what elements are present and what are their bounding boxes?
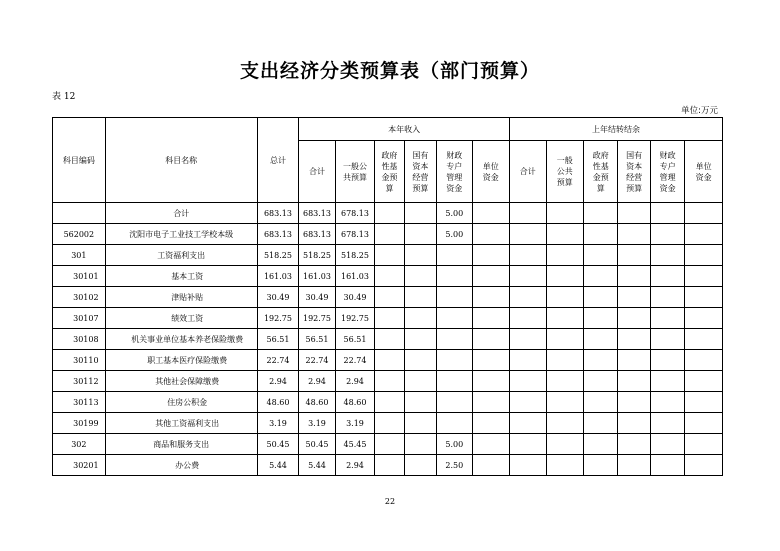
cell-carryover: [618, 266, 650, 287]
cell-carryover: [510, 224, 546, 245]
cell-current-fund: [375, 329, 404, 350]
cell-name: 机关事业单位基本养老保险缴费: [105, 329, 257, 350]
cell-current-total: 30.49: [299, 287, 335, 308]
cell-carryover: [546, 287, 584, 308]
table-row: [53, 308, 723, 329]
cell-current-fund: [375, 434, 404, 455]
cell-carryover: [618, 224, 650, 245]
cell-carryover: [510, 350, 546, 371]
cell-total: 3.19: [257, 413, 299, 434]
cell-current-state-capital: [404, 413, 436, 434]
cell-total: 22.74: [257, 350, 299, 371]
cell-carryover: [584, 308, 618, 329]
cell-code: 301: [53, 245, 106, 266]
cell-current-fund: [375, 266, 404, 287]
cell-current-state-capital: [404, 455, 436, 476]
cell-carryover: [510, 371, 546, 392]
cell-current-unit: [472, 266, 510, 287]
table-row: [53, 434, 723, 455]
cell-current-general: 45.45: [335, 434, 375, 455]
cell-current-general: 678.13: [335, 203, 375, 224]
cell-carryover: [510, 455, 546, 476]
cell-carryover: [685, 329, 723, 350]
cell-current-special: [437, 266, 472, 287]
cell-total: 2.94: [257, 371, 299, 392]
cell-code: 30108: [53, 329, 106, 350]
cell-current-special: 5.00: [437, 203, 472, 224]
cell-carryover: [510, 413, 546, 434]
cell-carryover: [618, 245, 650, 266]
cell-carryover: [546, 224, 584, 245]
cell-current-unit: [472, 245, 510, 266]
header-carry-general: 一般公共预算: [546, 141, 584, 203]
cell-carryover: [584, 266, 618, 287]
cell-total: 56.51: [257, 329, 299, 350]
cell-carryover: [546, 329, 584, 350]
cell-current-fund: [375, 224, 404, 245]
cell-current-fund: [375, 392, 404, 413]
table-row: [53, 392, 723, 413]
header-current-fund: 政府性基金预算: [375, 141, 404, 203]
cell-current-special: [437, 245, 472, 266]
cell-carryover: [685, 266, 723, 287]
header-carry-unit: 单位资金: [685, 141, 723, 203]
table-row: [53, 224, 723, 245]
cell-carryover: [584, 371, 618, 392]
cell-name: 绩效工资: [105, 308, 257, 329]
cell-carryover: [650, 224, 684, 245]
cell-carryover: [546, 308, 584, 329]
cell-code: 30101: [53, 266, 106, 287]
cell-current-unit: [472, 392, 510, 413]
header-total: 总计: [257, 118, 299, 203]
cell-carryover: [510, 203, 546, 224]
cell-name: 津贴补贴: [105, 287, 257, 308]
cell-current-general: 678.13: [335, 224, 375, 245]
header-code: 科目编码: [53, 118, 106, 203]
cell-carryover: [618, 434, 650, 455]
header-carryover: 上年结转结余: [510, 118, 723, 141]
cell-code: 30102: [53, 287, 106, 308]
cell-name: 工资福利支出: [105, 245, 257, 266]
cell-current-special: [437, 308, 472, 329]
cell-current-general: 518.25: [335, 245, 375, 266]
cell-code: 30107: [53, 308, 106, 329]
cell-carryover: [584, 413, 618, 434]
cell-current-total: 683.13: [299, 224, 335, 245]
unit-label: 单位:万元: [681, 106, 718, 116]
cell-current-general: 3.19: [335, 413, 375, 434]
cell-carryover: [546, 266, 584, 287]
cell-current-state-capital: [404, 350, 436, 371]
cell-carryover: [510, 245, 546, 266]
header-current-special: 财政专户管理资金: [437, 141, 472, 203]
table-row: [53, 371, 723, 392]
cell-total: 5.44: [257, 455, 299, 476]
cell-current-state-capital: [404, 308, 436, 329]
cell-carryover: [546, 434, 584, 455]
cell-total: 683.13: [257, 203, 299, 224]
cell-current-state-capital: [404, 245, 436, 266]
cell-carryover: [584, 392, 618, 413]
cell-carryover: [650, 455, 684, 476]
cell-current-unit: [472, 308, 510, 329]
cell-carryover: [584, 287, 618, 308]
cell-name: 其他工资福利支出: [105, 413, 257, 434]
cell-current-unit: [472, 350, 510, 371]
cell-current-unit: [472, 371, 510, 392]
table-row: [53, 287, 723, 308]
cell-current-unit: [472, 203, 510, 224]
cell-current-unit: [472, 287, 510, 308]
header-carry-total: 合计: [510, 141, 546, 203]
header-current-income: 本年收入: [299, 118, 510, 141]
cell-carryover: [650, 266, 684, 287]
cell-current-total: 48.60: [299, 392, 335, 413]
cell-carryover: [685, 203, 723, 224]
cell-name: 其他社会保障缴费: [105, 371, 257, 392]
cell-current-unit: [472, 434, 510, 455]
cell-carryover: [618, 413, 650, 434]
table-row: [53, 455, 723, 476]
header-name: 科目名称: [105, 118, 257, 203]
header-carry-state-capital: 国有资本经营预算: [618, 141, 650, 203]
cell-code: 302: [53, 434, 106, 455]
cell-current-total: 161.03: [299, 266, 335, 287]
cell-carryover: [584, 329, 618, 350]
cell-code: 30199: [53, 413, 106, 434]
cell-current-total: 192.75: [299, 308, 335, 329]
cell-current-special: [437, 329, 472, 350]
cell-carryover: [510, 329, 546, 350]
cell-carryover: [584, 203, 618, 224]
cell-carryover: [584, 245, 618, 266]
cell-carryover: [685, 287, 723, 308]
cell-carryover: [546, 371, 584, 392]
budget-table: [52, 117, 723, 476]
cell-carryover: [685, 245, 723, 266]
cell-current-unit: [472, 224, 510, 245]
cell-carryover: [685, 455, 723, 476]
header-carry-special: 财政专户管理资金: [650, 141, 684, 203]
cell-current-state-capital: [404, 329, 436, 350]
cell-carryover: [650, 203, 684, 224]
table-row: [53, 329, 723, 350]
cell-carryover: [650, 413, 684, 434]
cell-current-fund: [375, 350, 404, 371]
cell-name: 基本工资: [105, 266, 257, 287]
cell-current-fund: [375, 308, 404, 329]
cell-current-unit: [472, 329, 510, 350]
cell-name: 职工基本医疗保险缴费: [105, 350, 257, 371]
header-current-state-capital: 国有资本经营预算: [404, 141, 436, 203]
cell-carryover: [510, 287, 546, 308]
cell-current-fund: [375, 245, 404, 266]
cell-carryover: [685, 224, 723, 245]
cell-carryover: [510, 266, 546, 287]
cell-current-total: 3.19: [299, 413, 335, 434]
cell-carryover: [685, 434, 723, 455]
table-row: [53, 266, 723, 287]
cell-carryover: [618, 392, 650, 413]
cell-current-general: 161.03: [335, 266, 375, 287]
cell-carryover: [650, 350, 684, 371]
cell-current-state-capital: [404, 203, 436, 224]
cell-carryover: [650, 392, 684, 413]
cell-total: 192.75: [257, 308, 299, 329]
cell-carryover: [650, 371, 684, 392]
cell-carryover: [685, 392, 723, 413]
cell-name: 沈阳市电子工业技工学校本级: [105, 224, 257, 245]
cell-code: [53, 203, 106, 224]
cell-current-total: 56.51: [299, 329, 335, 350]
cell-carryover: [618, 350, 650, 371]
cell-carryover: [650, 287, 684, 308]
cell-total: 30.49: [257, 287, 299, 308]
cell-total: 518.25: [257, 245, 299, 266]
cell-current-special: 2.50: [437, 455, 472, 476]
cell-current-total: 50.45: [299, 434, 335, 455]
cell-total: 48.60: [257, 392, 299, 413]
table-row: [53, 350, 723, 371]
cell-carryover: [685, 308, 723, 329]
cell-current-total: 518.25: [299, 245, 335, 266]
table-row: [53, 413, 723, 434]
cell-current-state-capital: [404, 392, 436, 413]
cell-carryover: [618, 455, 650, 476]
cell-current-state-capital: [404, 371, 436, 392]
cell-code: 30113: [53, 392, 106, 413]
cell-carryover: [546, 455, 584, 476]
cell-code: 562002: [53, 224, 106, 245]
cell-current-fund: [375, 287, 404, 308]
cell-current-general: 2.94: [335, 371, 375, 392]
cell-current-general: 30.49: [335, 287, 375, 308]
cell-carryover: [618, 329, 650, 350]
cell-name: 合计: [105, 203, 257, 224]
cell-carryover: [546, 245, 584, 266]
cell-carryover: [650, 434, 684, 455]
cell-current-general: 22.74: [335, 350, 375, 371]
table-row: [53, 245, 723, 266]
header-carry-fund: 政府性基金预算: [584, 141, 618, 203]
cell-current-special: [437, 413, 472, 434]
table-number: 表 12: [52, 92, 76, 102]
header-current-unit: 单位资金: [472, 141, 510, 203]
cell-carryover: [546, 413, 584, 434]
cell-current-special: [437, 350, 472, 371]
cell-carryover: [546, 392, 584, 413]
cell-current-general: 192.75: [335, 308, 375, 329]
cell-current-general: 56.51: [335, 329, 375, 350]
cell-total: 683.13: [257, 224, 299, 245]
cell-carryover: [685, 371, 723, 392]
cell-carryover: [584, 434, 618, 455]
cell-carryover: [618, 371, 650, 392]
cell-carryover: [650, 308, 684, 329]
cell-code: 30110: [53, 350, 106, 371]
cell-carryover: [584, 224, 618, 245]
cell-current-special: [437, 392, 472, 413]
cell-current-total: 5.44: [299, 455, 335, 476]
cell-carryover: [618, 203, 650, 224]
cell-name: 住房公积金: [105, 392, 257, 413]
cell-current-state-capital: [404, 287, 436, 308]
page-number: 22: [384, 497, 396, 506]
cell-carryover: [618, 287, 650, 308]
cell-current-fund: [375, 413, 404, 434]
cell-carryover: [510, 308, 546, 329]
page-title: 支出经济分类预算表（部门预算）: [239, 60, 540, 82]
cell-current-special: [437, 287, 472, 308]
cell-carryover: [685, 350, 723, 371]
cell-carryover: [546, 350, 584, 371]
cell-carryover: [546, 203, 584, 224]
cell-carryover: [584, 350, 618, 371]
cell-carryover: [618, 308, 650, 329]
cell-current-fund: [375, 371, 404, 392]
cell-name: 办公费: [105, 455, 257, 476]
cell-current-special: [437, 371, 472, 392]
cell-current-state-capital: [404, 434, 436, 455]
cell-code: 30112: [53, 371, 106, 392]
cell-current-general: 48.60: [335, 392, 375, 413]
header-current-general: 一般公共预算: [335, 141, 375, 203]
cell-code: 30201: [53, 455, 106, 476]
cell-current-fund: [375, 455, 404, 476]
table-row: [53, 203, 723, 224]
cell-total: 161.03: [257, 266, 299, 287]
cell-current-state-capital: [404, 224, 436, 245]
cell-name: 商品和服务支出: [105, 434, 257, 455]
cell-total: 50.45: [257, 434, 299, 455]
cell-current-unit: [472, 455, 510, 476]
cell-current-special: 5.00: [437, 224, 472, 245]
cell-current-state-capital: [404, 266, 436, 287]
cell-carryover: [584, 455, 618, 476]
cell-carryover: [685, 413, 723, 434]
cell-current-fund: [375, 203, 404, 224]
cell-current-total: 22.74: [299, 350, 335, 371]
cell-current-general: 2.94: [335, 455, 375, 476]
header-current-total: 合计: [299, 141, 335, 203]
cell-current-total: 683.13: [299, 203, 335, 224]
cell-carryover: [650, 245, 684, 266]
cell-current-special: 5.00: [437, 434, 472, 455]
cell-carryover: [510, 434, 546, 455]
cell-carryover: [510, 392, 546, 413]
cell-current-unit: [472, 413, 510, 434]
cell-carryover: [650, 329, 684, 350]
cell-current-total: 2.94: [299, 371, 335, 392]
